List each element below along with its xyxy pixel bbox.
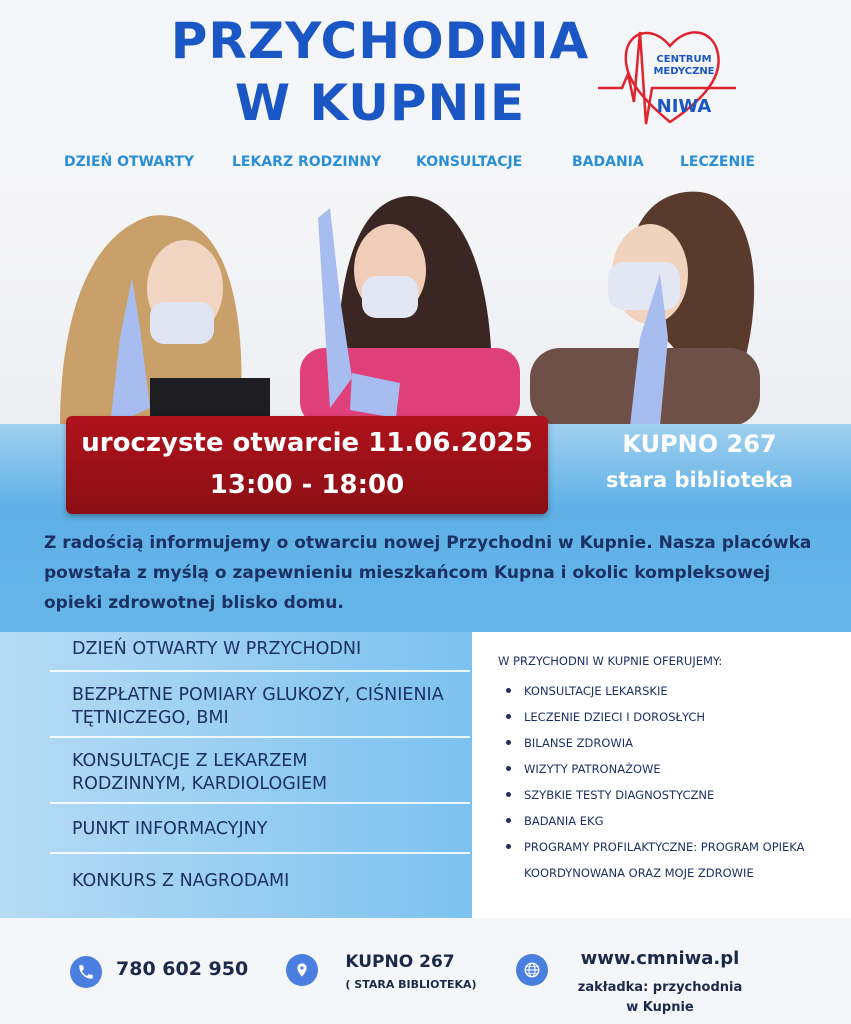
opening-hours: 13:00 - 18:00	[209, 470, 405, 500]
location-address: KUPNO 267	[622, 430, 777, 458]
event-item-open-day: DZIEŃ OTWARTY W PRZYCHODNI	[72, 639, 362, 659]
logo-line-2: MEDYCZNE	[653, 66, 715, 77]
offer-heading: W PRZYCHODNI W KUPNIE OFERUJEMY:	[498, 654, 723, 668]
nav-item-open-day: DZIEŃ OTWARTY	[64, 154, 195, 170]
event-item-consultations: KONSULTACJE Z LEKARZEM RODZINNYM, KARDIOLOGIEM	[72, 751, 328, 794]
event-divider	[50, 802, 470, 804]
phone-icon	[70, 956, 102, 988]
services-nav	[0, 154, 851, 178]
page-title	[150, 10, 610, 134]
offer-item: LECZENIE DZIECI I DOROSŁYCH	[500, 704, 830, 730]
location-note: stara biblioteka	[605, 468, 794, 492]
event-item-contest: KONKURS Z NAGRODAMI	[72, 871, 290, 891]
event-divider	[50, 852, 470, 854]
website-note	[560, 978, 760, 1018]
website-link[interactable]: www.cmniwa.pl	[580, 948, 740, 969]
title-line-2: W KUPNIE	[234, 74, 526, 132]
staff-illustration	[0, 178, 851, 426]
phone-number[interactable]: 780 602 950	[116, 958, 249, 980]
offer-item: WIZYTY PATRONAŻOWE	[500, 756, 830, 782]
offer-panel	[472, 632, 851, 918]
nav-item-treatment: LECZENIE	[680, 154, 755, 170]
footer-address-note: ( STARA BIBLIOTEKA)	[345, 978, 477, 991]
offer-item: PROGRAMY PROFILAKTYCZNE: PROGRAM OPIEKA KOORDYNOWANA ORAZ MOJE ZDROWIE	[500, 834, 830, 886]
opening-banner	[66, 416, 548, 514]
offer-item: BADANIA EKG	[500, 808, 830, 834]
staff-photo	[0, 178, 851, 426]
nav-item-family-doctor: LEKARZ RODZINNY	[232, 154, 382, 170]
offer-list	[500, 678, 830, 886]
offer-item: SZYBKIE TESTY DIAGNOSTYCZNE	[500, 782, 830, 808]
nav-item-consultations: KONSULTACJE	[416, 154, 523, 170]
globe-icon	[516, 954, 548, 986]
event-item-info-point: PUNKT INFORMACYJNY	[72, 819, 268, 839]
nav-item-tests: BADANIA	[572, 154, 644, 170]
clinic-logo	[596, 14, 746, 134]
website-note-line-1: zakładka: przychodnia	[577, 980, 743, 995]
website-note-line-2: w Kupnie	[626, 1000, 694, 1015]
event-divider	[50, 670, 470, 672]
location-pin-icon	[286, 954, 318, 986]
opening-date: uroczyste otwarcie 11.06.2025	[81, 428, 533, 458]
logo-line-1: CENTRUM	[656, 54, 712, 65]
footer-address: KUPNO 267	[345, 952, 455, 972]
event-divider	[50, 736, 470, 738]
title-line-1: PRZYCHODNIA	[170, 12, 590, 70]
contact-footer	[0, 918, 851, 1024]
logo-name: NIWA	[656, 96, 712, 117]
offer-item: KONSULTACJE LEKARSKIE	[500, 678, 830, 704]
intro-text: Z radością informujemy o otwarciu nowej Przychodni w Kupnie. Nasza placówka powstała z myślą o zapewnieniu mieszkańcom Kupna i okolic kompleksowej opieki zdrowotnej blisko domu.	[44, 533, 812, 613]
event-item-free-checks: BEZPŁATNE POMIARY GLUKOZY, CIŚNIENIA TĘTNICZEGO, BMI	[72, 685, 444, 728]
offer-item: BILANSE ZDROWIA	[500, 730, 830, 756]
